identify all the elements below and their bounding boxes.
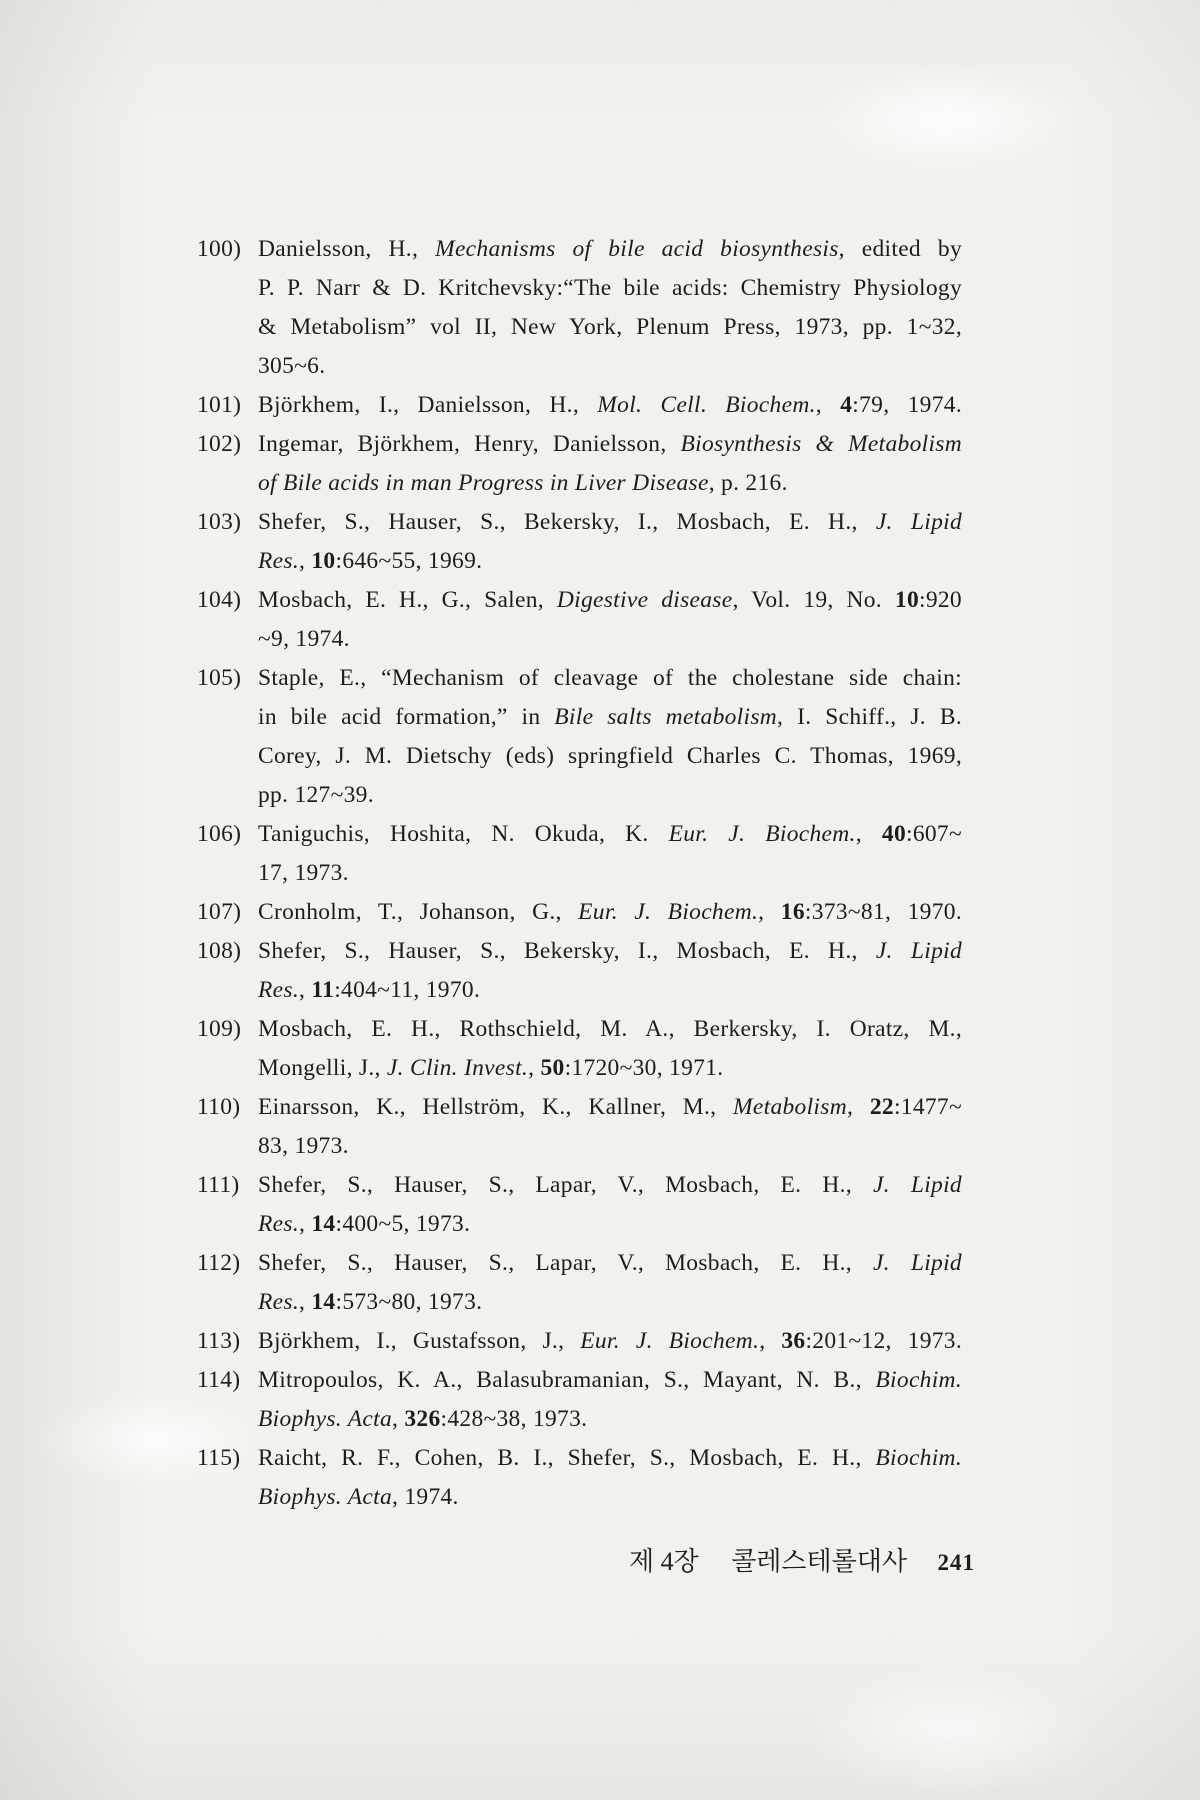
reference-item xyxy=(197,386,963,425)
reference-body xyxy=(258,503,962,581)
reference-body xyxy=(258,659,962,815)
reference-line: Shefer, S., Hauser, S., Lapar, V., Mosbach, E. H., J. Lipid xyxy=(258,1250,962,1276)
reference-item xyxy=(197,1010,963,1088)
reference-line: Shefer, S., Hauser, S., Bekersky, I., Mosbach, E. H., J. Lipid xyxy=(258,938,963,964)
reference-line: Björkhem, I., Gustafsson, J., Eur. J. Biochem., 36:201~12, 1973. xyxy=(258,1328,963,1354)
reference-item xyxy=(197,1088,963,1166)
reference-body xyxy=(258,932,962,1010)
reference-line: Einarsson, K., Hellström, K., Kallner, M., Metabolism, 22:1477~ xyxy=(258,1094,962,1120)
reference-item xyxy=(197,932,963,1010)
reference-number: 112) xyxy=(197,1250,241,1276)
reference-line: Mongelli, J., J. Clin. Invest., 50:1720~30, 1971. xyxy=(258,1055,724,1081)
reference-line: P. P. Narr & D. Kritchevsky:“The bile acids: Chemistry Physiology xyxy=(258,275,962,301)
reference-body xyxy=(258,425,962,503)
reference-number: 114) xyxy=(197,1367,241,1393)
reference-line: 17, 1973. xyxy=(258,860,349,886)
reference-item xyxy=(197,815,963,893)
reference-number: 108) xyxy=(197,938,242,964)
reference-line: Shefer, S., Hauser, S., Lapar, V., Mosbach, E. H., J. Lipid xyxy=(258,1172,962,1198)
reference-item xyxy=(197,893,963,932)
reference-line: Danielsson, H., Mechanisms of bile acid biosynthesis, edited by xyxy=(258,236,962,262)
page-footer xyxy=(275,1545,975,1580)
reference-line: Corey, J. M. Dietschy (eds) springfield Charles C. Thomas, 1969, xyxy=(258,743,962,769)
reference-item xyxy=(197,659,963,815)
reference-line: in bile acid formation,” in Bile salts metabolism, I. Schiff., J. B. xyxy=(258,704,963,730)
reference-body xyxy=(258,1166,962,1244)
reference-number: 101) xyxy=(197,392,242,418)
reference-line: Raicht, R. F., Cohen, B. I., Shefer, S., Mosbach, E. H., Biochim. xyxy=(258,1445,962,1471)
reference-number: 113) xyxy=(197,1328,241,1354)
reference-body xyxy=(258,1439,962,1517)
reference-number: 107) xyxy=(197,899,242,925)
reference-number: 110) xyxy=(197,1094,241,1120)
reference-body xyxy=(258,386,962,425)
reference-line: Shefer, S., Hauser, S., Bekersky, I., Mosbach, E. H., J. Lipid xyxy=(258,509,963,535)
reference-number: 100) xyxy=(197,236,242,262)
page-number: 241 xyxy=(937,1550,975,1575)
reference-line: Staple, E., “Mechanism of cleavage of the cholestane side chain: xyxy=(258,665,962,691)
reference-line: Ingemar, Björkhem, Henry, Danielsson, Biosynthesis & Metabolism xyxy=(258,431,962,457)
reference-body xyxy=(258,1244,962,1322)
reference-number: 106) xyxy=(197,821,242,847)
reference-line: Res., 14:400~5, 1973. xyxy=(258,1211,471,1237)
reference-body xyxy=(258,893,962,932)
reference-line: Res., 10:646~55, 1969. xyxy=(258,548,483,574)
reference-line: Mosbach, E. H., Rothschield, M. A., Berkersky, I. Oratz, M., xyxy=(258,1016,962,1042)
reference-line: Biophys. Acta, 1974. xyxy=(258,1484,459,1510)
reference-line: Cronholm, T., Johanson, G., Eur. J. Biochem., 16:373~81, 1970. xyxy=(258,899,962,925)
reference-item xyxy=(197,581,963,659)
reference-line: Björkhem, I., Danielsson, H., Mol. Cell. Biochem., 4:79, 1974. xyxy=(258,392,962,418)
reference-list xyxy=(197,230,963,1517)
reference-item xyxy=(197,1166,963,1244)
reference-body xyxy=(258,1088,962,1166)
reference-line: of Bile acids in man Progress in Liver Disease, p. 216. xyxy=(258,470,788,496)
reference-item xyxy=(197,1361,963,1439)
reference-body xyxy=(258,230,962,386)
reference-item xyxy=(197,1244,963,1322)
reference-item xyxy=(197,425,963,503)
reference-body xyxy=(258,1322,962,1361)
reference-line: Res., 14:573~80, 1973. xyxy=(258,1289,483,1315)
reference-body xyxy=(258,815,962,893)
reference-number: 102) xyxy=(197,431,242,457)
chapter-label: 제 4장 xyxy=(628,1547,699,1576)
reference-number: 109) xyxy=(197,1016,242,1042)
reference-line: Mosbach, E. H., G., Salen, Digestive disease, Vol. 19, No. 10:920 xyxy=(258,587,962,613)
reference-number: 115) xyxy=(197,1445,241,1471)
reference-line: & Metabolism” vol II, New York, Plenum Press, 1973, pp. 1~32, xyxy=(258,314,962,340)
reference-item xyxy=(197,230,963,386)
reference-line: 305~6. xyxy=(258,353,326,379)
reference-item xyxy=(197,1322,963,1361)
reference-line: 83, 1973. xyxy=(258,1133,349,1159)
reference-body xyxy=(258,1361,962,1439)
reference-line: ~9, 1974. xyxy=(258,626,350,652)
reference-number: 103) xyxy=(197,509,242,535)
reference-item xyxy=(197,1439,963,1517)
reference-line: Res., 11:404~11, 1970. xyxy=(258,977,481,1003)
reference-line: Mitropoulos, K. A., Balasubramanian, S., Mayant, N. B., Biochim. xyxy=(258,1367,962,1393)
reference-body xyxy=(258,581,962,659)
reference-number: 104) xyxy=(197,587,242,613)
reference-number: 111) xyxy=(197,1172,240,1198)
reference-body xyxy=(258,1010,962,1088)
reference-line: Taniguchis, Hoshita, N. Okuda, K. Eur. J. Biochem., 40:607~ xyxy=(258,821,962,847)
reference-item xyxy=(197,503,963,581)
reference-line: pp. 127~39. xyxy=(258,782,374,808)
reference-line: Biophys. Acta, 326:428~38, 1973. xyxy=(258,1406,588,1432)
chapter-title: 콜레스테롤대사 xyxy=(731,1547,907,1576)
reference-number: 105) xyxy=(197,665,242,691)
